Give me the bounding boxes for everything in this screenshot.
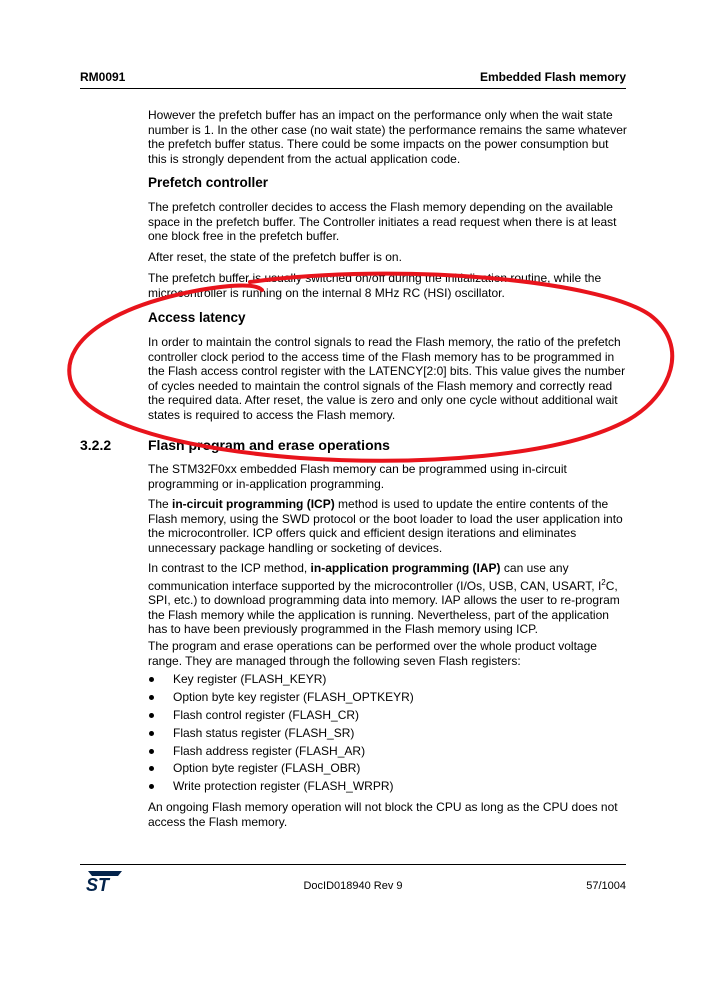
- section-number: 3.2.2: [80, 437, 112, 453]
- prefetch-p1: [148, 200, 628, 244]
- p3-mid: can use any communication interface supported by the microcontroller (I/Os, USB, CAN, USART, I: [148, 561, 602, 593]
- section-p4-text: The program and erase operations can be performed over the whole product voltage range. They are managed through the following seven Flash registers:: [148, 639, 597, 668]
- latency-p1: [148, 335, 628, 422]
- header-section-title: Embedded Flash memory: [479, 70, 626, 84]
- intro-text: However the prefetch buffer has an impact on the performance only when the wait state number is 1. In the other case (no wait state) the performance remains the same whatever the prefetch buffer status. There could be some impacts on the power consumption but this is strongly dependent from the actual application code.: [148, 108, 627, 166]
- footer-page-number: 57/1004: [586, 880, 626, 892]
- register-bullets: [148, 672, 628, 797]
- section-title: Flash program and erase operations: [148, 437, 390, 453]
- prefetch-p3: [148, 271, 628, 300]
- prefetch-p2-text: After reset, the state of the prefetch buffer is on.: [148, 250, 402, 264]
- register-label: Write protection register (FLASH_WRPR): [173, 779, 394, 794]
- register-label: Flash address register (FLASH_AR): [173, 743, 366, 758]
- bullet-icon: [149, 695, 154, 700]
- header-doc-id: RM0091: [80, 70, 126, 84]
- list-item: [148, 761, 628, 779]
- p2-post: method is used to update the entire contents of the Flash memory, using the SWD protocol or the boot loader to load the user application into the microcontroller. ICP offers quick and efficient design iterations and eliminates unnecessary package handling or socketing of devices.: [148, 497, 623, 555]
- list-item: [148, 744, 628, 762]
- p2-bold-icp: in-circuit programming (ICP): [172, 497, 335, 511]
- p2-pre: The: [148, 497, 173, 511]
- section-p5-text: An ongoing Flash memory operation will not block the CPU as long as the CPU does not access the Flash memory.: [148, 800, 618, 829]
- p3-superscript: 2: [601, 577, 606, 587]
- list-item: [148, 708, 628, 726]
- latency-heading: Access latency: [148, 310, 246, 325]
- section-p4: [148, 639, 628, 668]
- svg-text:ST: ST: [86, 875, 110, 893]
- list-item: [148, 779, 628, 797]
- prefetch-heading: Prefetch controller: [148, 175, 269, 190]
- register-label: Option byte register (FLASH_OBR): [173, 761, 361, 776]
- section-p1-text: The STM32F0xx embedded Flash memory can be programmed using in-circuit programming or in-application programming.: [148, 462, 567, 491]
- footer-rule: [80, 864, 626, 865]
- bullet-icon: [149, 766, 154, 771]
- list-item: [148, 672, 628, 690]
- list-item: [148, 726, 628, 744]
- prefetch-p1-text: The prefetch controller decides to access the Flash memory depending on the available space in the prefetch buffer. The Controller initiates a read request when there is at least one block free in the prefetch buffer.: [148, 200, 617, 243]
- section-p3-text: [148, 561, 628, 637]
- register-label: Key register (FLASH_KEYR): [173, 672, 327, 686]
- register-label: Flash status register (FLASH_SR): [173, 725, 355, 740]
- prefetch-p3-text: The prefetch buffer is usually switched on/off during the initialization routine, while the microcontroller is running on the internal 8 MHz RC (HSI) oscillator.: [148, 271, 602, 300]
- register-label: Option byte key register (FLASH_OPTKEYR): [173, 689, 414, 704]
- register-label: Flash control register (FLASH_CR): [173, 707, 360, 722]
- section-p3: [148, 561, 628, 637]
- p3-pre: In contrast to the ICP method,: [148, 561, 311, 575]
- section-p2-text: [148, 497, 628, 555]
- header-rule: [80, 88, 626, 89]
- section-p5: [148, 800, 628, 829]
- bullet-icon: [149, 677, 154, 682]
- section-p1: [148, 462, 628, 491]
- bullet-icon: [149, 749, 154, 754]
- latency-p1-text: In order to maintain the control signals to read the Flash memory, the ratio of the prefetch controller clock period to the access time of the Flash memory has to be programmed in the Flash access control register with the LATENCY[2:0] bits. This value gives the number of cycles needed to maintain the control signals of the Flash memory and correctly read the required data. After reset, the value is zero and only one cycle without additional wait states is required to access the Flash memory.: [148, 335, 626, 422]
- bullet-icon: [149, 713, 154, 718]
- prefetch-p2: [148, 250, 628, 265]
- p3-post: C, SPI, etc.) to download programming data into memory. IAP allows the user to re-program the Flash memory while the application is running. Nevertheless, part of the application has to have been previously programmed in the Flash memory using ICP.: [148, 578, 620, 636]
- footer-doc-rev: DocID018940 Rev 9: [303, 880, 403, 892]
- list-item: [148, 690, 628, 708]
- intro-paragraph: [148, 108, 628, 166]
- section-p2: [148, 497, 628, 555]
- bullet-icon: [149, 784, 154, 789]
- p3-bold-iap: in-application programming (IAP): [310, 561, 501, 575]
- bullet-icon: [149, 731, 154, 736]
- register-list: [148, 672, 628, 797]
